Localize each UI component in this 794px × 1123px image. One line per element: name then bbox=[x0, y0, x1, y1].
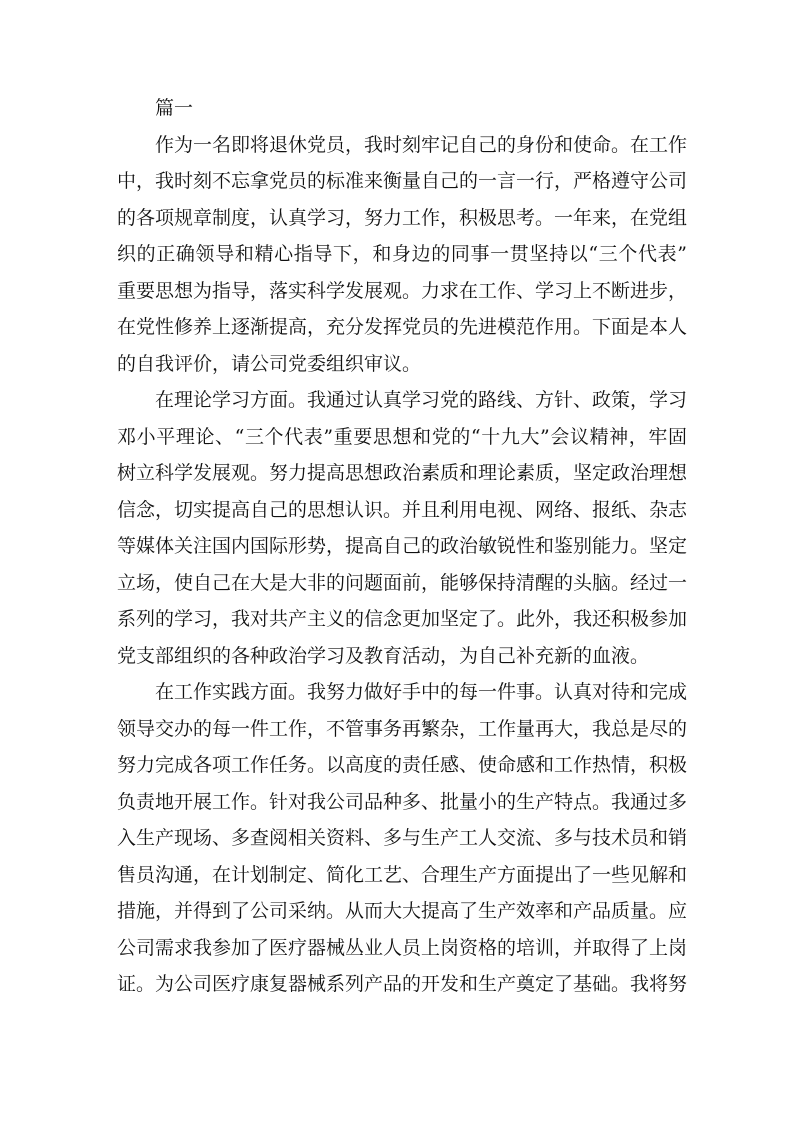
paragraph-line: 立场，使自己在大是大非的问题面前，能够保持清醒的头脑。经过一 bbox=[117, 571, 688, 594]
paragraph-line: 努力完成各项工作任务。以高度的责任感、使命感和工作热情，积极 bbox=[117, 754, 688, 776]
document-body bbox=[117, 90, 687, 1003]
paragraph-line: 公司需求我参加了医疗器械丛业人员上岗资格的培训，并取得了上岗 bbox=[117, 936, 688, 959]
paragraph-line: 中，我时刻不忘拿党员的标准来衡量自己的一言一行，严格遵守公司 bbox=[117, 170, 688, 192]
paragraph-line: 证。为公司医疗康复器械系列产品的开发和生产奠定了基础。我将努 bbox=[117, 973, 688, 995]
paragraph-line: 作为一名即将退休党员，我时刻牢记自己的身份和使命。在工作 bbox=[155, 133, 688, 156]
paragraph-2 bbox=[117, 382, 687, 674]
paragraph-line: 领导交办的每一件工作，不管事务再繁杂，工作量再大，我总是尽的 bbox=[117, 717, 688, 740]
paragraph-line: 邓小平理论、“三个代表”重要思想和党的“十九大”会议精神，牢固 bbox=[117, 425, 687, 448]
paragraph-line: 措施，并得到了公司采纳。从而大大提高了生产效率和产品质量。应 bbox=[117, 900, 688, 922]
paragraph-line: 树立科学发展观。努力提高思想政治素质和理论素质，坚定政治理想 bbox=[117, 462, 688, 484]
paragraph-1 bbox=[117, 127, 687, 383]
paragraph-line: 在工作实践方面。我努力做好手中的每一件事。认真对待和完成 bbox=[155, 681, 688, 703]
paragraph-line: 售员沟通，在计划制定、简化工艺、合理生产方面提出了一些见解和 bbox=[117, 863, 688, 886]
paragraph-line: 党支部组织的各种政治学习及教育活动，为自己补充新的血液。 bbox=[117, 644, 650, 667]
paragraph-line: 等媒体关注国内国际形势，提高自己的政治敏锐性和鉴别能力。坚定 bbox=[117, 535, 688, 557]
paragraph-line: 的自我评价，请公司党委组织审议。 bbox=[117, 352, 422, 375]
paragraph-line: 入生产现场、多查阅相关资料、多与生产工人交流、多与技术员和销 bbox=[117, 827, 688, 849]
paragraph-line: 负责地开展工作。针对我公司品种多、批量小的生产特点。我通过多 bbox=[117, 790, 688, 813]
paragraph-line: 在党性修养上逐渐提高，充分发挥党员的先进模范作用。下面是本人 bbox=[117, 316, 688, 338]
paragraph-line: 系列的学习，我对共产主义的信念更加坚定了。此外，我还积极参加 bbox=[117, 608, 688, 630]
document-heading: 篇一 bbox=[155, 97, 194, 119]
paragraph-line: 信念，切实提高自己的思想认识。并且利用电视、网络、报纸、杂志 bbox=[117, 498, 688, 521]
paragraph-3 bbox=[117, 674, 687, 1003]
paragraph-line: 织的正确领导和精心指导下，和身边的同事一贯坚持以“三个代表” bbox=[117, 243, 687, 265]
paragraph-line: 在理论学习方面。我通过认真学习党的路线、方针、政策，学习 bbox=[155, 389, 688, 411]
paragraph-line: 重要思想为指导，落实科学发展观。力求在工作、学习上不断进步， bbox=[117, 279, 688, 302]
paragraph-line: 的各项规章制度，认真学习，努力工作，积极思考。一年来，在党组 bbox=[117, 206, 688, 229]
